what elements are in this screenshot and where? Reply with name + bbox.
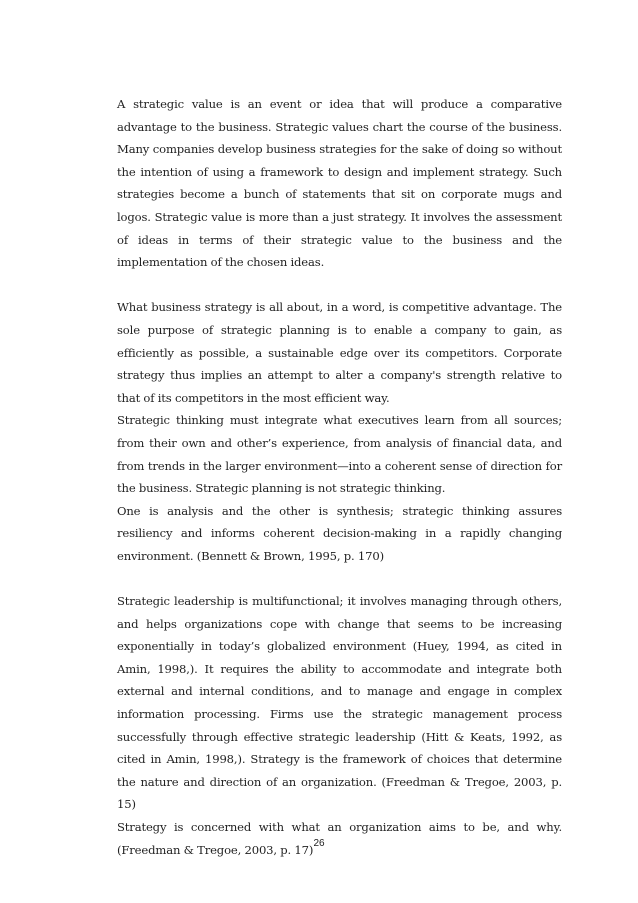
paragraph-strategy-aims: Strategy is concerned with what an organization aims to be, and why. (Freedman & Tregoe, 2003, p. 17) xyxy=(117,820,562,857)
paragraph-strategic-leadership: Strategic leadership is multifunctional; it involves managing through others, and helps organizations cope with change that seems to be increasing exponentially in today’s globalized environment (Huey, 1994, as cited in Amin, 1998,). It requires the ability to accommodate and integrate both external and internal conditions, and to manage and engage in complex information processing. Firms use the strategic management process successfully through effective strategic leadership (Hitt & Keats, 1992, as cited in Amin, 1998,). Strategy is the framework of choices that determine the nature and direction of an organization. (Freedman & Tregoe, 2003, p. 15) xyxy=(117,594,562,812)
paragraph-analysis-synthesis: One is analysis and the other is synthesis; strategic thinking assures resiliency and informs coherent decision-making in a rapidly changing environment. (Bennett & Brown, 1995, p. 170) xyxy=(117,503,562,563)
body-text xyxy=(117,93,562,861)
page-number: 26 xyxy=(313,838,325,849)
paragraph-gap xyxy=(117,567,562,590)
paragraph-strategic-thinking: Strategic thinking must integrate what executives learn from all sources; from their own and other’s experience, from analysis of financial data, and from trends in the larger environment—into a coherent sense of direction for the business. Strategic planning is not strategic thinking. xyxy=(117,413,562,496)
paragraph-business-strategy: What business strategy is all about, in a word, is competitive advantage. The sole purpose of strategic planning is to enable a company to gain, as efficiently as possible, a sustainable edge over its competitors. Corporate strategy thus implies an attempt to alter a company's strength relative to that of its competitors in the most efficient way. xyxy=(117,300,562,405)
paragraph-strategic-value: A strategic value is an event or idea that will produce a comparative advantage to the business. Strategic values chart the course of the business. Many companies develop business strategies for the sake of doing so without the intention of using a framework to design and implement strategy. Such strategies become a bunch of statements that sit on corporate mugs and logos. Strategic value is more than a just strategy. It involves the assessment of ideas in terms of their strategic value to the business and the implementation of the chosen ideas. xyxy=(117,97,562,270)
paragraph-gap xyxy=(117,274,562,297)
